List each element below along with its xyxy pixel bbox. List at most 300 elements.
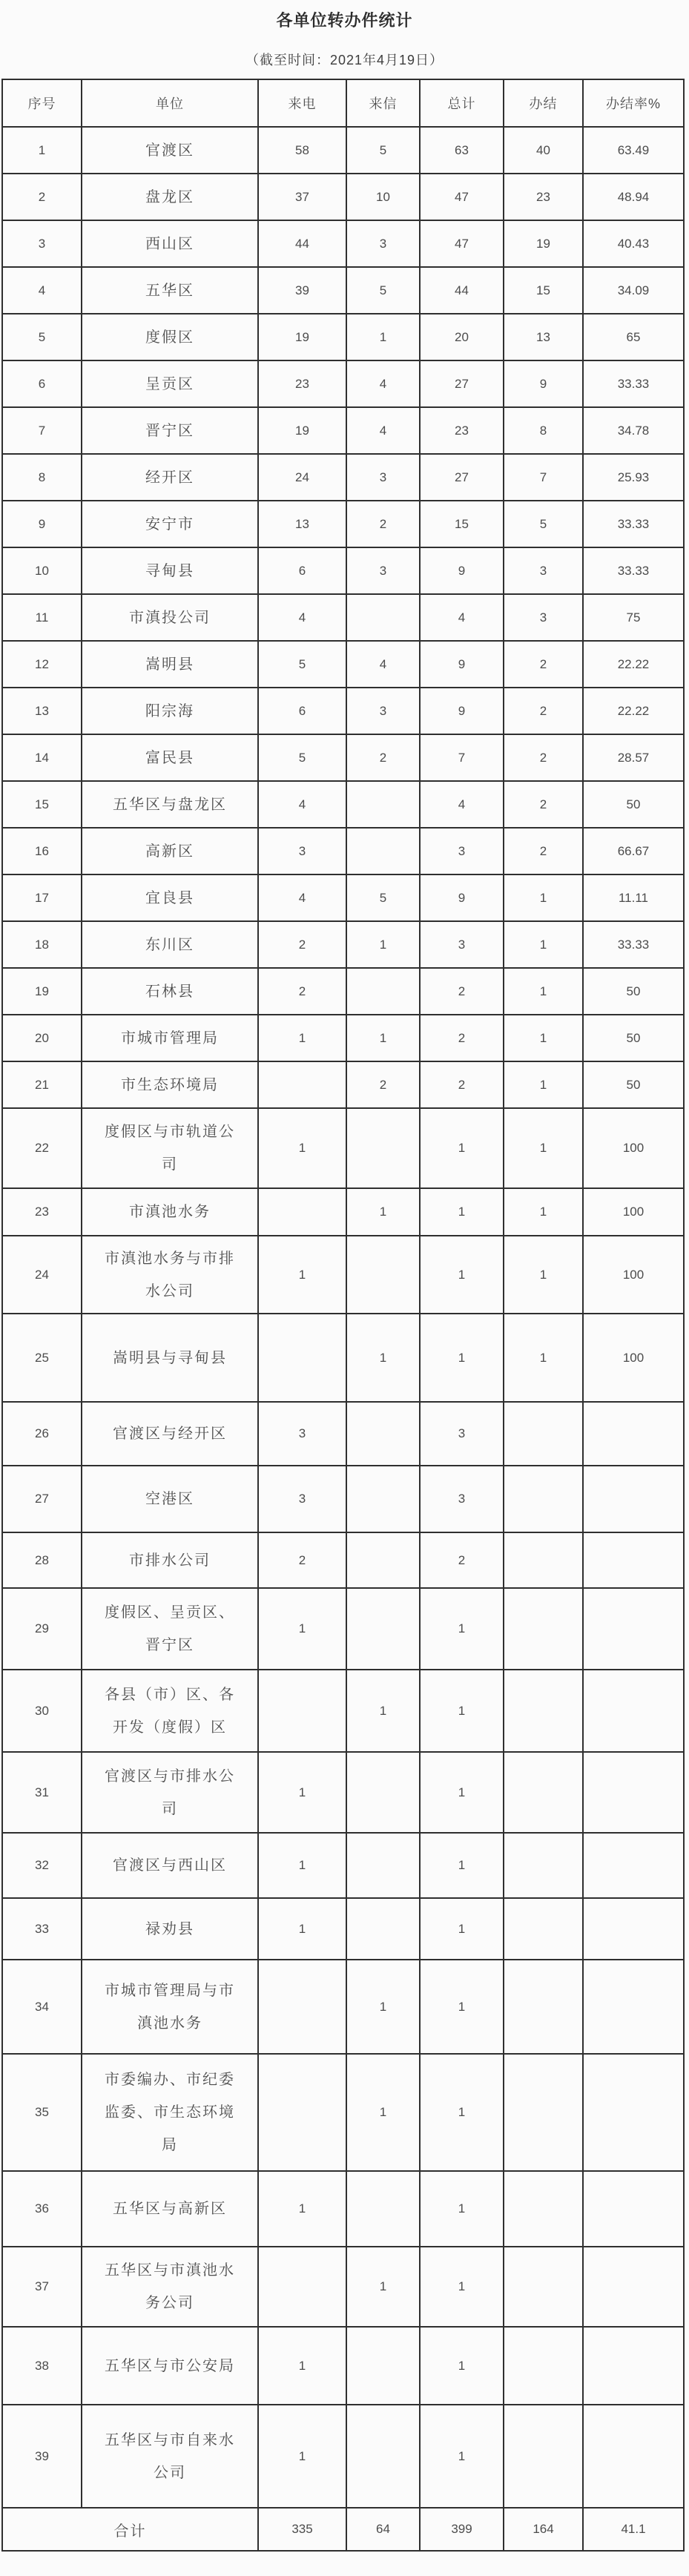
cell-calls bbox=[258, 1061, 346, 1108]
cell-rate bbox=[583, 1833, 684, 1898]
total-letters: 64 bbox=[346, 2508, 420, 2551]
cell-letters bbox=[346, 781, 420, 828]
cell-calls: 1 bbox=[258, 1752, 346, 1833]
cell-unit: 五华区与市自来水公司 bbox=[82, 2405, 258, 2508]
cell-calls: 3 bbox=[258, 1466, 346, 1532]
cell-done bbox=[504, 1532, 583, 1588]
table-row bbox=[2, 874, 684, 921]
table-row bbox=[2, 781, 684, 828]
cell-calls: 1 bbox=[258, 1015, 346, 1061]
table-body bbox=[2, 127, 684, 2551]
cell-total: 1 bbox=[420, 1588, 504, 1670]
cell-done bbox=[504, 1466, 583, 1532]
cell-done: 19 bbox=[504, 220, 583, 267]
cell-done: 8 bbox=[504, 407, 583, 454]
cell-rate bbox=[583, 1670, 684, 1752]
cell-unit: 宜良县 bbox=[82, 874, 258, 921]
cell-calls: 39 bbox=[258, 267, 346, 314]
cell-letters bbox=[346, 1402, 420, 1466]
cell-letters bbox=[346, 1833, 420, 1898]
cell-index: 23 bbox=[2, 1188, 82, 1236]
cell-rate: 33.33 bbox=[583, 547, 684, 594]
cell-rate: 28.57 bbox=[583, 734, 684, 781]
col-rate: 办结率% bbox=[583, 79, 684, 127]
report-title: 各单位转办件统计 bbox=[276, 11, 413, 30]
cell-calls: 1 bbox=[258, 1108, 346, 1188]
cell-unit: 五华区与市公安局 bbox=[82, 2327, 258, 2405]
table-row bbox=[2, 641, 684, 688]
cell-total: 1 bbox=[420, 2405, 504, 2508]
total-label: 合计 bbox=[2, 2508, 258, 2551]
cell-index: 28 bbox=[2, 1532, 82, 1588]
cell-done bbox=[504, 1898, 583, 1960]
cell-unit: 安宁市 bbox=[82, 501, 258, 547]
cell-total: 1 bbox=[420, 1236, 504, 1314]
cell-total: 15 bbox=[420, 501, 504, 547]
cell-done: 1 bbox=[504, 1314, 583, 1402]
cell-index: 8 bbox=[2, 454, 82, 501]
cell-unit: 度假区 bbox=[82, 314, 258, 360]
cell-rate: 100 bbox=[583, 1236, 684, 1314]
table-row bbox=[2, 1752, 684, 1833]
cell-rate: 100 bbox=[583, 1108, 684, 1188]
cell-total: 1 bbox=[420, 1670, 504, 1752]
table-row bbox=[2, 127, 684, 174]
cell-unit: 呈贡区 bbox=[82, 360, 258, 407]
cell-rate: 48.94 bbox=[583, 174, 684, 220]
cell-done: 1 bbox=[504, 1108, 583, 1188]
cell-rate: 25.93 bbox=[583, 454, 684, 501]
table-row bbox=[2, 1833, 684, 1898]
cell-done bbox=[504, 2327, 583, 2405]
cell-index: 9 bbox=[2, 501, 82, 547]
cell-done: 2 bbox=[504, 734, 583, 781]
cell-done bbox=[504, 1670, 583, 1752]
cell-done: 5 bbox=[504, 501, 583, 547]
table-row bbox=[2, 360, 684, 407]
cell-index: 33 bbox=[2, 1898, 82, 1960]
table-row bbox=[2, 1402, 684, 1466]
table-row bbox=[2, 1898, 684, 1960]
cell-unit: 阳宗海 bbox=[82, 688, 258, 734]
cell-letters: 5 bbox=[346, 874, 420, 921]
cell-rate bbox=[583, 2327, 684, 2405]
cell-total: 1 bbox=[420, 1833, 504, 1898]
cell-letters: 3 bbox=[346, 454, 420, 501]
cell-calls bbox=[258, 2054, 346, 2171]
cell-index: 18 bbox=[2, 921, 82, 968]
cell-letters: 3 bbox=[346, 220, 420, 267]
table-row bbox=[2, 1108, 684, 1188]
stats-table bbox=[1, 79, 685, 2552]
cell-total: 47 bbox=[420, 174, 504, 220]
cell-unit: 东川区 bbox=[82, 921, 258, 968]
total-calls: 335 bbox=[258, 2508, 346, 2551]
cell-letters bbox=[346, 1588, 420, 1670]
cell-total: 9 bbox=[420, 547, 504, 594]
cell-done: 2 bbox=[504, 781, 583, 828]
cell-index: 5 bbox=[2, 314, 82, 360]
cell-rate: 33.33 bbox=[583, 360, 684, 407]
cell-rate: 22.22 bbox=[583, 641, 684, 688]
header-row bbox=[2, 79, 684, 127]
cell-unit: 五华区 bbox=[82, 267, 258, 314]
cell-total: 1 bbox=[420, 1108, 504, 1188]
cell-total: 23 bbox=[420, 407, 504, 454]
cell-unit: 官渡区 bbox=[82, 127, 258, 174]
cell-calls: 58 bbox=[258, 127, 346, 174]
table-row bbox=[2, 454, 684, 501]
cell-index: 14 bbox=[2, 734, 82, 781]
table-header bbox=[2, 79, 684, 127]
table-row bbox=[2, 1061, 684, 1108]
cell-rate: 33.33 bbox=[583, 501, 684, 547]
cell-index: 3 bbox=[2, 220, 82, 267]
cell-rate: 33.33 bbox=[583, 921, 684, 968]
cell-total: 3 bbox=[420, 828, 504, 874]
cell-calls: 5 bbox=[258, 734, 346, 781]
cell-rate bbox=[583, 1898, 684, 1960]
cell-index: 32 bbox=[2, 1833, 82, 1898]
table-row bbox=[2, 1670, 684, 1752]
cell-calls: 4 bbox=[258, 874, 346, 921]
cell-calls: 1 bbox=[258, 1833, 346, 1898]
cell-total: 27 bbox=[420, 454, 504, 501]
cell-index: 37 bbox=[2, 2247, 82, 2327]
cell-calls bbox=[258, 2247, 346, 2327]
cell-unit: 官渡区与市排水公司 bbox=[82, 1752, 258, 1833]
cell-letters: 1 bbox=[346, 314, 420, 360]
cell-letters bbox=[346, 1752, 420, 1833]
cell-unit: 官渡区与西山区 bbox=[82, 1833, 258, 1898]
cell-calls: 1 bbox=[258, 1898, 346, 1960]
cell-letters: 1 bbox=[346, 1015, 420, 1061]
cell-done: 40 bbox=[504, 127, 583, 174]
cell-calls: 1 bbox=[258, 2171, 346, 2247]
cell-total: 2 bbox=[420, 1015, 504, 1061]
cell-total: 1 bbox=[420, 1898, 504, 1960]
cell-letters: 4 bbox=[346, 641, 420, 688]
cell-rate: 66.67 bbox=[583, 828, 684, 874]
cell-unit: 市排水公司 bbox=[82, 1532, 258, 1588]
cell-calls: 2 bbox=[258, 968, 346, 1015]
total-row bbox=[2, 2508, 684, 2551]
cell-total: 1 bbox=[420, 1188, 504, 1236]
cell-rate bbox=[583, 1402, 684, 1466]
table-row bbox=[2, 2054, 684, 2171]
cell-total: 1 bbox=[420, 2054, 504, 2171]
cell-calls: 6 bbox=[258, 547, 346, 594]
total-done: 164 bbox=[504, 2508, 583, 2551]
cell-done: 1 bbox=[504, 1061, 583, 1108]
cell-done: 3 bbox=[504, 594, 583, 641]
cell-calls: 1 bbox=[258, 2327, 346, 2405]
cell-index: 19 bbox=[2, 968, 82, 1015]
col-letters: 来信 bbox=[346, 79, 420, 127]
report-subtitle: （截至时间：2021年4月19日） bbox=[245, 53, 444, 67]
cell-done: 7 bbox=[504, 454, 583, 501]
cell-total: 2 bbox=[420, 1061, 504, 1108]
cell-index: 39 bbox=[2, 2405, 82, 2508]
cell-done bbox=[504, 1960, 583, 2054]
cell-index: 21 bbox=[2, 1061, 82, 1108]
cell-total: 1 bbox=[420, 2327, 504, 2405]
cell-letters: 5 bbox=[346, 127, 420, 174]
cell-rate bbox=[583, 1752, 684, 1833]
table-row bbox=[2, 734, 684, 781]
cell-index: 24 bbox=[2, 1236, 82, 1314]
table-row bbox=[2, 1236, 684, 1314]
table-row bbox=[2, 2327, 684, 2405]
cell-calls: 3 bbox=[258, 828, 346, 874]
cell-index: 10 bbox=[2, 547, 82, 594]
cell-unit: 五华区与盘龙区 bbox=[82, 781, 258, 828]
cell-rate bbox=[583, 1588, 684, 1670]
cell-letters bbox=[346, 1236, 420, 1314]
table-row bbox=[2, 828, 684, 874]
table-row bbox=[2, 688, 684, 734]
cell-unit: 嵩明县与寻甸县 bbox=[82, 1314, 258, 1402]
table-row bbox=[2, 921, 684, 968]
cell-unit: 五华区与高新区 bbox=[82, 2171, 258, 2247]
cell-letters bbox=[346, 594, 420, 641]
cell-rate: 34.78 bbox=[583, 407, 684, 454]
cell-unit: 市生态环境局 bbox=[82, 1061, 258, 1108]
table-row bbox=[2, 1466, 684, 1532]
cell-done: 9 bbox=[504, 360, 583, 407]
cell-rate: 50 bbox=[583, 968, 684, 1015]
cell-index: 1 bbox=[2, 127, 82, 174]
table-row bbox=[2, 594, 684, 641]
cell-rate: 65 bbox=[583, 314, 684, 360]
cell-unit: 各县（市）区、各开发（度假）区 bbox=[82, 1670, 258, 1752]
cell-rate: 34.09 bbox=[583, 267, 684, 314]
cell-rate bbox=[583, 2171, 684, 2247]
cell-done bbox=[504, 2405, 583, 2508]
cell-unit: 度假区与市轨道公司 bbox=[82, 1108, 258, 1188]
table-row bbox=[2, 314, 684, 360]
cell-calls: 6 bbox=[258, 688, 346, 734]
cell-index: 34 bbox=[2, 1960, 82, 2054]
cell-letters bbox=[346, 2327, 420, 2405]
cell-total: 9 bbox=[420, 688, 504, 734]
cell-calls: 4 bbox=[258, 781, 346, 828]
cell-unit: 官渡区与经开区 bbox=[82, 1402, 258, 1466]
table-row bbox=[2, 407, 684, 454]
table-row bbox=[2, 1532, 684, 1588]
cell-total: 1 bbox=[420, 1314, 504, 1402]
cell-total: 1 bbox=[420, 1752, 504, 1833]
cell-index: 11 bbox=[2, 594, 82, 641]
cell-calls: 23 bbox=[258, 360, 346, 407]
cell-letters bbox=[346, 1466, 420, 1532]
table-row bbox=[2, 220, 684, 267]
cell-done: 2 bbox=[504, 641, 583, 688]
cell-letters bbox=[346, 1898, 420, 1960]
cell-rate bbox=[583, 1532, 684, 1588]
cell-letters: 1 bbox=[346, 921, 420, 968]
cell-letters: 2 bbox=[346, 1061, 420, 1108]
cell-total: 3 bbox=[420, 1466, 504, 1532]
cell-total: 20 bbox=[420, 314, 504, 360]
cell-letters: 3 bbox=[346, 688, 420, 734]
cell-calls: 2 bbox=[258, 1532, 346, 1588]
col-unit: 单位 bbox=[82, 79, 258, 127]
cell-calls: 19 bbox=[258, 314, 346, 360]
cell-unit: 市城市管理局 bbox=[82, 1015, 258, 1061]
cell-unit: 高新区 bbox=[82, 828, 258, 874]
cell-total: 3 bbox=[420, 921, 504, 968]
col-total: 总计 bbox=[420, 79, 504, 127]
cell-letters: 5 bbox=[346, 267, 420, 314]
cell-index: 31 bbox=[2, 1752, 82, 1833]
cell-letters: 1 bbox=[346, 1670, 420, 1752]
cell-letters: 4 bbox=[346, 360, 420, 407]
cell-letters: 1 bbox=[346, 2247, 420, 2327]
cell-index: 2 bbox=[2, 174, 82, 220]
cell-done bbox=[504, 1402, 583, 1466]
cell-unit: 嵩明县 bbox=[82, 641, 258, 688]
cell-rate bbox=[583, 1466, 684, 1532]
cell-done bbox=[504, 2171, 583, 2247]
cell-unit: 市滇池水务与市排水公司 bbox=[82, 1236, 258, 1314]
table-row bbox=[2, 174, 684, 220]
cell-done: 1 bbox=[504, 1236, 583, 1314]
cell-calls bbox=[258, 1188, 346, 1236]
cell-done bbox=[504, 2054, 583, 2171]
cell-unit: 西山区 bbox=[82, 220, 258, 267]
cell-rate: 50 bbox=[583, 1061, 684, 1108]
cell-index: 35 bbox=[2, 2054, 82, 2171]
cell-done: 1 bbox=[504, 968, 583, 1015]
cell-calls: 1 bbox=[258, 1236, 346, 1314]
cell-calls: 4 bbox=[258, 594, 346, 641]
cell-calls: 37 bbox=[258, 174, 346, 220]
cell-calls: 1 bbox=[258, 1588, 346, 1670]
cell-index: 27 bbox=[2, 1466, 82, 1532]
cell-unit: 市委编办、市纪委监委、市生态环境局 bbox=[82, 2054, 258, 2171]
cell-calls bbox=[258, 1314, 346, 1402]
cell-done: 1 bbox=[504, 1015, 583, 1061]
cell-done: 1 bbox=[504, 874, 583, 921]
cell-rate: 40.43 bbox=[583, 220, 684, 267]
cell-index: 6 bbox=[2, 360, 82, 407]
cell-done bbox=[504, 1588, 583, 1670]
cell-letters: 1 bbox=[346, 1314, 420, 1402]
cell-letters bbox=[346, 2171, 420, 2247]
cell-unit: 空港区 bbox=[82, 1466, 258, 1532]
cell-total: 7 bbox=[420, 734, 504, 781]
cell-rate: 75 bbox=[583, 594, 684, 641]
cell-index: 22 bbox=[2, 1108, 82, 1188]
cell-rate: 50 bbox=[583, 781, 684, 828]
cell-index: 4 bbox=[2, 267, 82, 314]
cell-calls: 1 bbox=[258, 2405, 346, 2508]
cell-letters bbox=[346, 1532, 420, 1588]
cell-letters: 1 bbox=[346, 1188, 420, 1236]
cell-letters bbox=[346, 968, 420, 1015]
col-done: 办结 bbox=[504, 79, 583, 127]
cell-unit: 市滇池水务 bbox=[82, 1188, 258, 1236]
cell-calls: 13 bbox=[258, 501, 346, 547]
cell-index: 16 bbox=[2, 828, 82, 874]
cell-total: 47 bbox=[420, 220, 504, 267]
cell-calls: 3 bbox=[258, 1402, 346, 1466]
cell-total: 1 bbox=[420, 2171, 504, 2247]
table-row bbox=[2, 1015, 684, 1061]
table-row bbox=[2, 968, 684, 1015]
cell-rate: 22.22 bbox=[583, 688, 684, 734]
cell-total: 9 bbox=[420, 874, 504, 921]
total-rate: 41.1 bbox=[583, 2508, 684, 2551]
cell-unit: 寻甸县 bbox=[82, 547, 258, 594]
cell-total: 1 bbox=[420, 2247, 504, 2327]
cell-done: 3 bbox=[504, 547, 583, 594]
cell-rate: 63.49 bbox=[583, 127, 684, 174]
cell-unit: 晋宁区 bbox=[82, 407, 258, 454]
cell-total: 4 bbox=[420, 781, 504, 828]
cell-unit: 五华区与市滇池水务公司 bbox=[82, 2247, 258, 2327]
col-index: 序号 bbox=[2, 79, 82, 127]
cell-unit: 盘龙区 bbox=[82, 174, 258, 220]
cell-index: 20 bbox=[2, 1015, 82, 1061]
cell-done bbox=[504, 2247, 583, 2327]
cell-rate bbox=[583, 2247, 684, 2327]
cell-calls: 24 bbox=[258, 454, 346, 501]
cell-unit: 富民县 bbox=[82, 734, 258, 781]
cell-unit: 市城市管理局与市滇池水务 bbox=[82, 1960, 258, 2054]
cell-calls: 2 bbox=[258, 921, 346, 968]
cell-index: 29 bbox=[2, 1588, 82, 1670]
table-row bbox=[2, 267, 684, 314]
cell-letters bbox=[346, 1108, 420, 1188]
cell-unit: 度假区、呈贡区、晋宁区 bbox=[82, 1588, 258, 1670]
cell-done: 2 bbox=[504, 828, 583, 874]
cell-total: 4 bbox=[420, 594, 504, 641]
cell-done bbox=[504, 1752, 583, 1833]
cell-letters: 10 bbox=[346, 174, 420, 220]
cell-unit: 禄劝县 bbox=[82, 1898, 258, 1960]
cell-letters: 1 bbox=[346, 1960, 420, 2054]
cell-letters: 2 bbox=[346, 501, 420, 547]
cell-total: 27 bbox=[420, 360, 504, 407]
cell-index: 38 bbox=[2, 2327, 82, 2405]
cell-done bbox=[504, 1833, 583, 1898]
table-row bbox=[2, 2247, 684, 2327]
cell-letters: 4 bbox=[346, 407, 420, 454]
cell-done: 15 bbox=[504, 267, 583, 314]
cell-letters: 3 bbox=[346, 547, 420, 594]
cell-unit: 石林县 bbox=[82, 968, 258, 1015]
cell-rate bbox=[583, 1960, 684, 2054]
cell-rate: 50 bbox=[583, 1015, 684, 1061]
cell-calls bbox=[258, 1960, 346, 2054]
table-row bbox=[2, 2171, 684, 2247]
cell-calls bbox=[258, 1670, 346, 1752]
cell-total: 9 bbox=[420, 641, 504, 688]
cell-total: 44 bbox=[420, 267, 504, 314]
cell-total: 3 bbox=[420, 1402, 504, 1466]
cell-index: 36 bbox=[2, 2171, 82, 2247]
cell-index: 26 bbox=[2, 1402, 82, 1466]
cell-index: 25 bbox=[2, 1314, 82, 1402]
cell-rate: 11.11 bbox=[583, 874, 684, 921]
cell-unit: 经开区 bbox=[82, 454, 258, 501]
table-row bbox=[2, 501, 684, 547]
cell-rate: 100 bbox=[583, 1314, 684, 1402]
col-calls: 来电 bbox=[258, 79, 346, 127]
cell-letters: 1 bbox=[346, 2054, 420, 2171]
